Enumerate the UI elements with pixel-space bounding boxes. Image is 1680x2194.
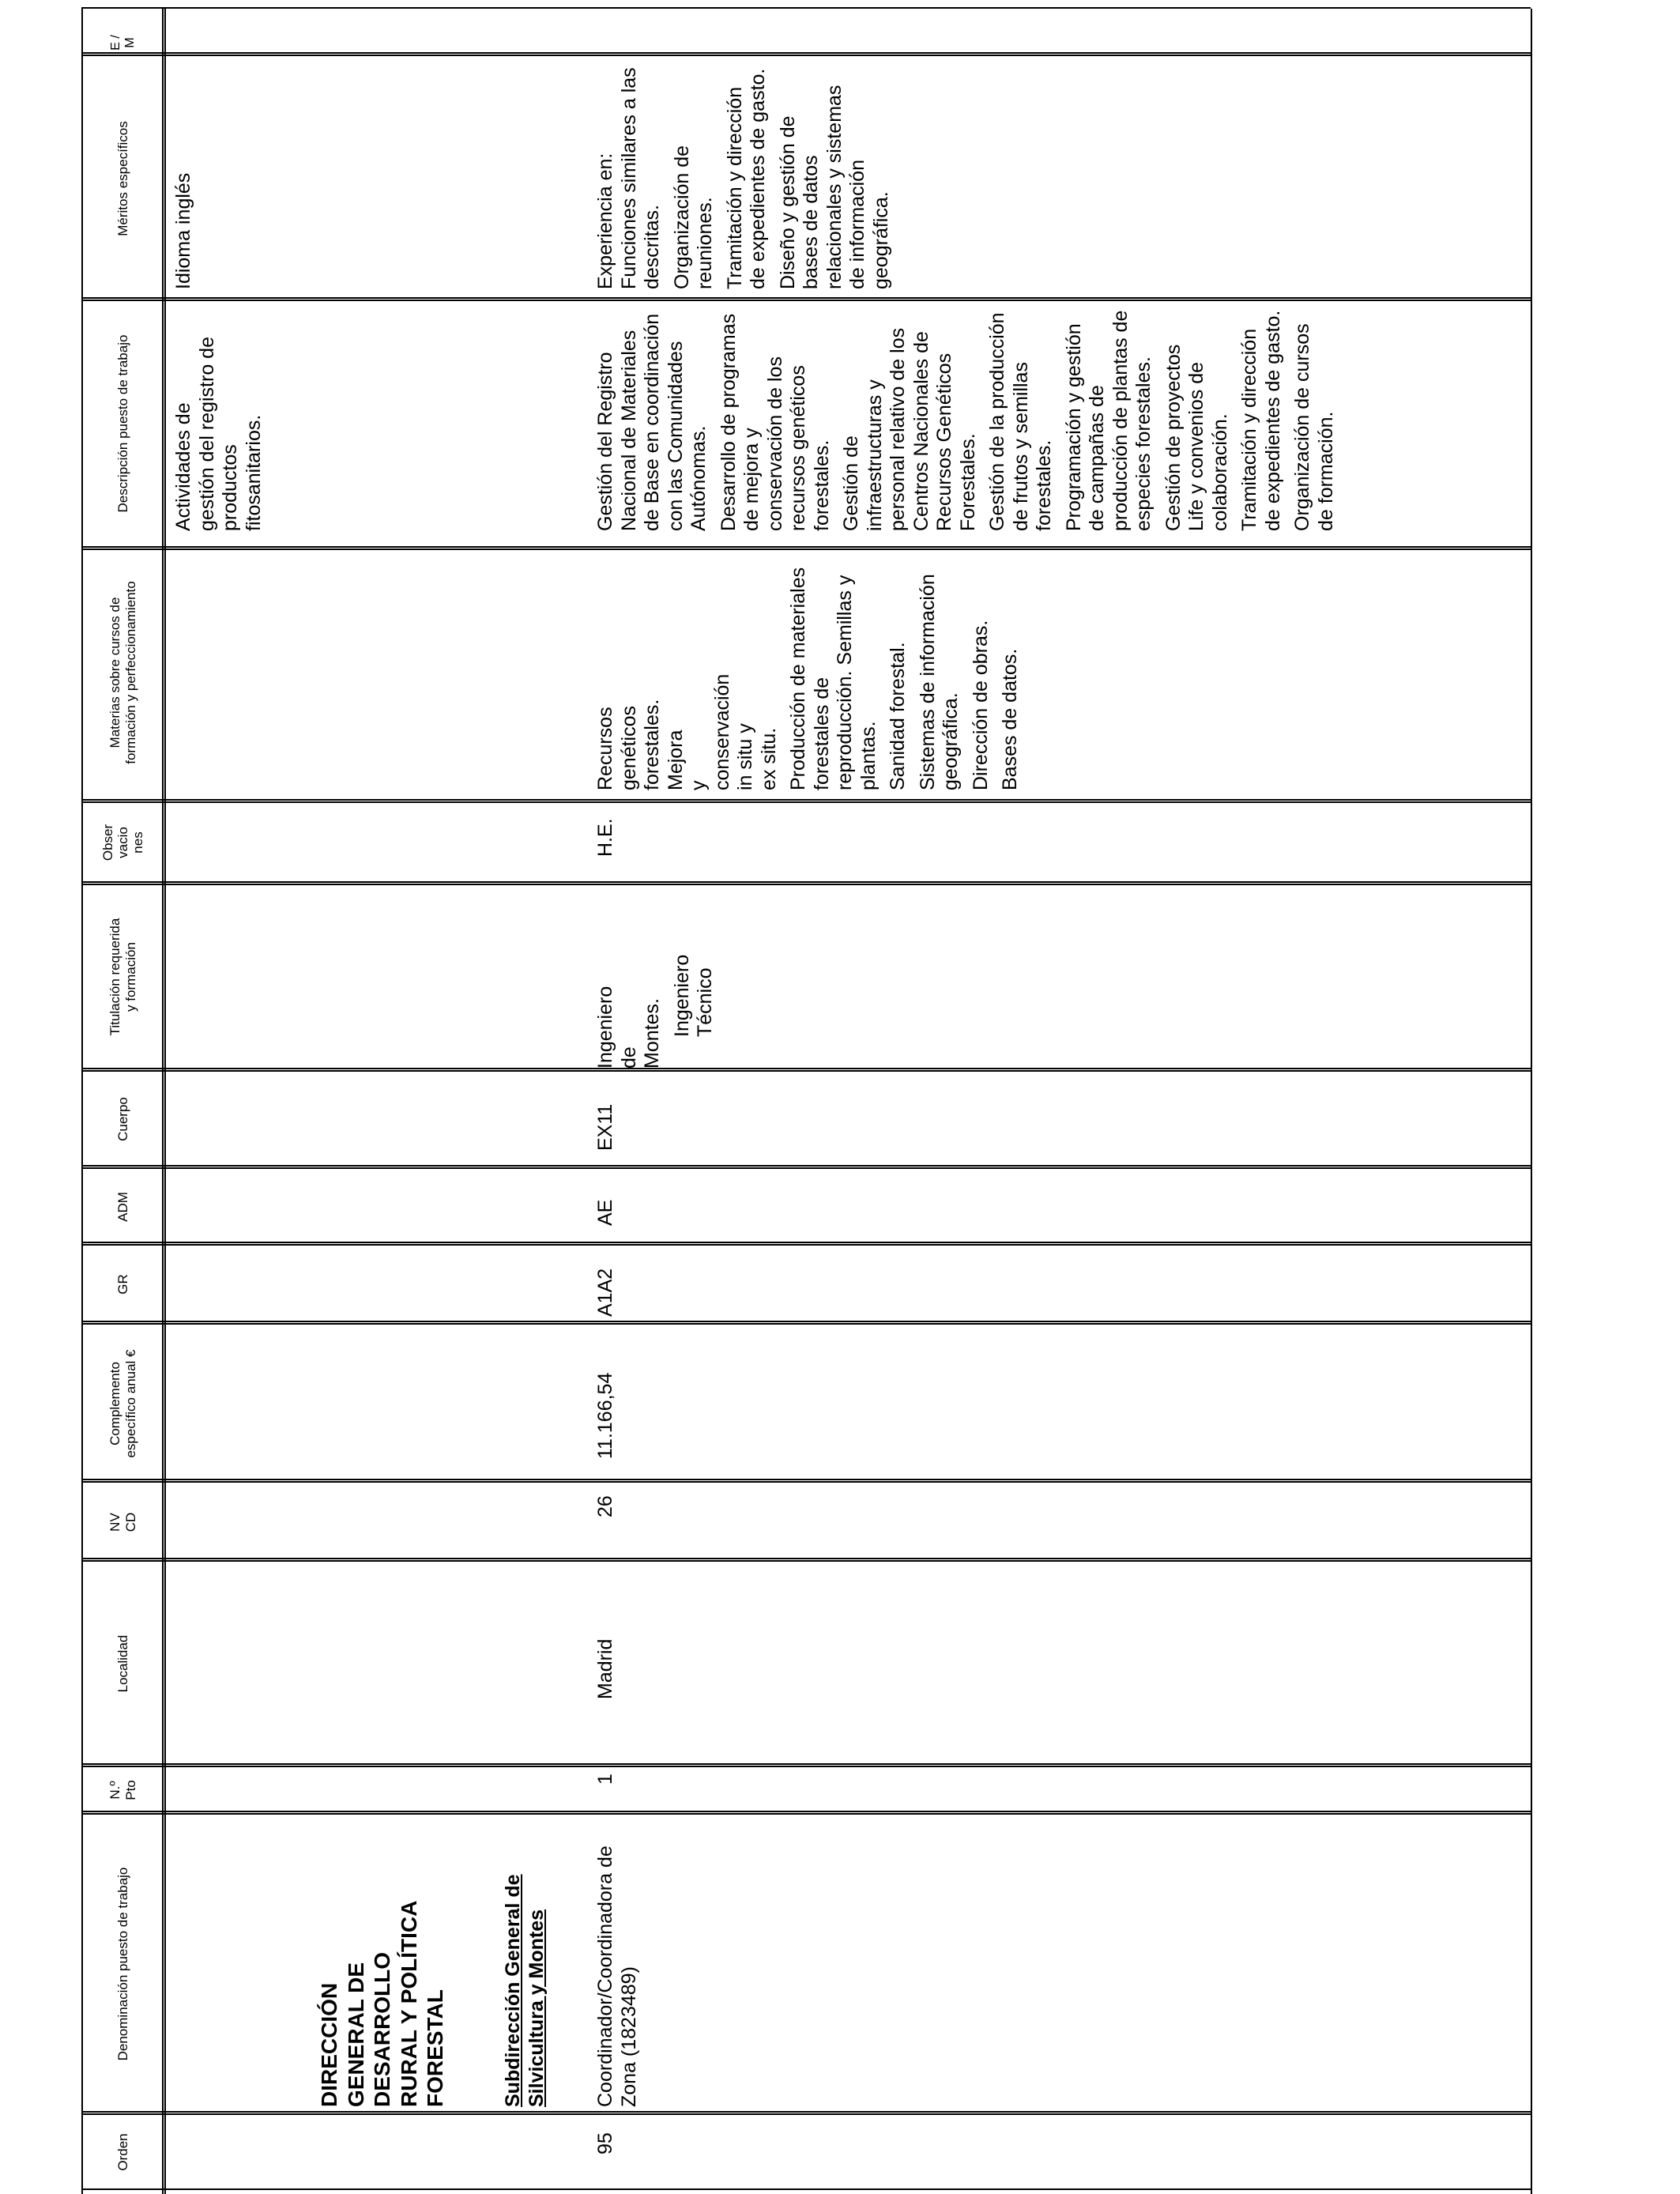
- table-top-border: [81, 9, 83, 2194]
- row-denominacion: Coordinador/Coordinadora de Zona (1823489): [594, 1845, 640, 2107]
- row-nvcd: 26: [594, 1495, 616, 1517]
- section-subdireccion: Subdirección General de Silvicultura y Montes: [502, 1874, 548, 2107]
- prev-meritos: Idioma inglés: [172, 172, 194, 289]
- header-materias: Materias sobre cursos de formación y perfeccionamiento: [107, 581, 138, 764]
- header-gr: GR: [115, 1274, 130, 1295]
- meritos-item: Experiencia en:: [594, 153, 616, 289]
- col-divider: [81, 1242, 1531, 1246]
- materias-item: Bases de datos.: [999, 648, 1021, 790]
- header-observaciones: Obser vacio nes: [100, 824, 146, 861]
- header-complemento: Complemento específico anual €: [107, 1349, 138, 1458]
- col-divider: [81, 546, 1531, 550]
- col-divider: [81, 52, 1531, 56]
- descripcion-item: Gestión del Registro Nacional de Materiales de Base en coordinación con las Comunidades Autónomas.: [594, 313, 710, 531]
- header-bottom-border: [162, 9, 166, 2194]
- col-divider: [81, 1558, 1531, 1562]
- col-divider: [81, 1763, 1531, 1767]
- descripcion-item: Tramitación y dirección de expedientes de gasto.: [1238, 310, 1284, 531]
- row-descripcion: [594, 310, 1344, 531]
- materias-item: Sistemas de información geográfica.: [916, 574, 962, 790]
- header-npto: N.º Pto: [107, 1780, 138, 1800]
- descripcion-item: Organización de cursos de formación.: [1291, 323, 1337, 531]
- row-gr: A1A2: [594, 1268, 616, 1317]
- meritos-item: Diseño y gestión de bases de datos relacionales y sistemas de información geográfica.: [776, 85, 892, 289]
- materias-item: Producción de materiales forestales de reproducción. Semillas y plantas.: [787, 567, 880, 790]
- row-npto: 1: [594, 1774, 616, 1785]
- header-descripcion: Descripción puesto de trabajo: [115, 334, 130, 513]
- prev-descripcion: Actividades de gestión del registro de productos fitosanitarios.: [172, 337, 265, 531]
- descripcion-item: Gestión de proyectos Life y convenios de colaboración.: [1162, 344, 1231, 531]
- materias-item: Dirección de obras.: [969, 620, 992, 790]
- col-divider: [81, 1165, 1531, 1169]
- row-orden: 95: [594, 2132, 616, 2154]
- header-orden: Orden: [115, 2133, 130, 2171]
- table-right-border: [1531, 9, 1532, 2194]
- row-cuerpo: EX11: [594, 1103, 616, 1151]
- descripcion-item: Desarrollo de programas de mejora y conservación de los recursos genéticos forestales.: [717, 313, 833, 531]
- descripcion-item: Programación y gestión de campañas de producción de plantas de especies forestales.: [1062, 310, 1155, 531]
- meritos-item: Tramitación y dirección de expedientes de gasto.: [723, 68, 769, 289]
- row-localidad: Madrid: [594, 1638, 616, 1699]
- row-titulacion: [594, 910, 724, 1069]
- row-materias: [594, 553, 1029, 790]
- header-meritos: Méritos específicos: [115, 121, 130, 236]
- table-left-edge: [81, 2188, 1531, 2190]
- row-observaciones: H.E.: [594, 818, 616, 857]
- meritos-item: Organización de reuniones.: [670, 145, 716, 289]
- header-nvcd: NV CD: [107, 1512, 138, 1532]
- row-meritos: [594, 60, 899, 289]
- col-divider: [81, 1811, 1531, 1815]
- header-adm: ADM: [115, 1192, 130, 1222]
- col-divider: [81, 799, 1531, 803]
- col-divider: [81, 881, 1531, 885]
- row-complemento: 11.166,54: [594, 1372, 616, 1459]
- descripcion-item: Gestión de la producción de frutos y semillas forestales.: [986, 312, 1055, 531]
- materias-item: Recursos genéticos forestales. Mejora y conservación in situ y ex situ.: [594, 673, 780, 790]
- descripcion-item: Gestión de infraestructuras y personal relativo de los Centros Nacionales de Recursos Genéticos Forestales.: [840, 327, 979, 531]
- titulacion-item: Ingeniero de Montes.: [594, 986, 663, 1069]
- header-denominacion: Denominación puesto de trabajo: [115, 1867, 130, 2061]
- col-divider: [81, 1068, 1531, 1072]
- materias-item: Sanidad forestal.: [887, 642, 909, 790]
- header-titulacion: Titulación requerida y formación: [107, 918, 138, 1036]
- header-localidad: Localidad: [115, 1634, 130, 1693]
- titulacion-item: Ingeniero Técnico: [670, 954, 716, 1037]
- meritos-item: Funciones similares a las descritas.: [617, 67, 663, 289]
- row-adm: AE: [594, 1199, 616, 1226]
- col-divider: [81, 1321, 1531, 1325]
- col-divider: [81, 1479, 1531, 1483]
- col-divider: [81, 297, 1531, 301]
- col-divider: [81, 2111, 1531, 2115]
- section-organismo: DIRECCIÓN GENERAL DE DESARROLLO RURAL Y POLÍTICA FORESTAL: [317, 1901, 448, 2107]
- header-cuerpo: Cuerpo: [115, 1097, 130, 1141]
- table-right-edge: [81, 7, 1531, 9]
- header-em: E / M: [108, 35, 137, 51]
